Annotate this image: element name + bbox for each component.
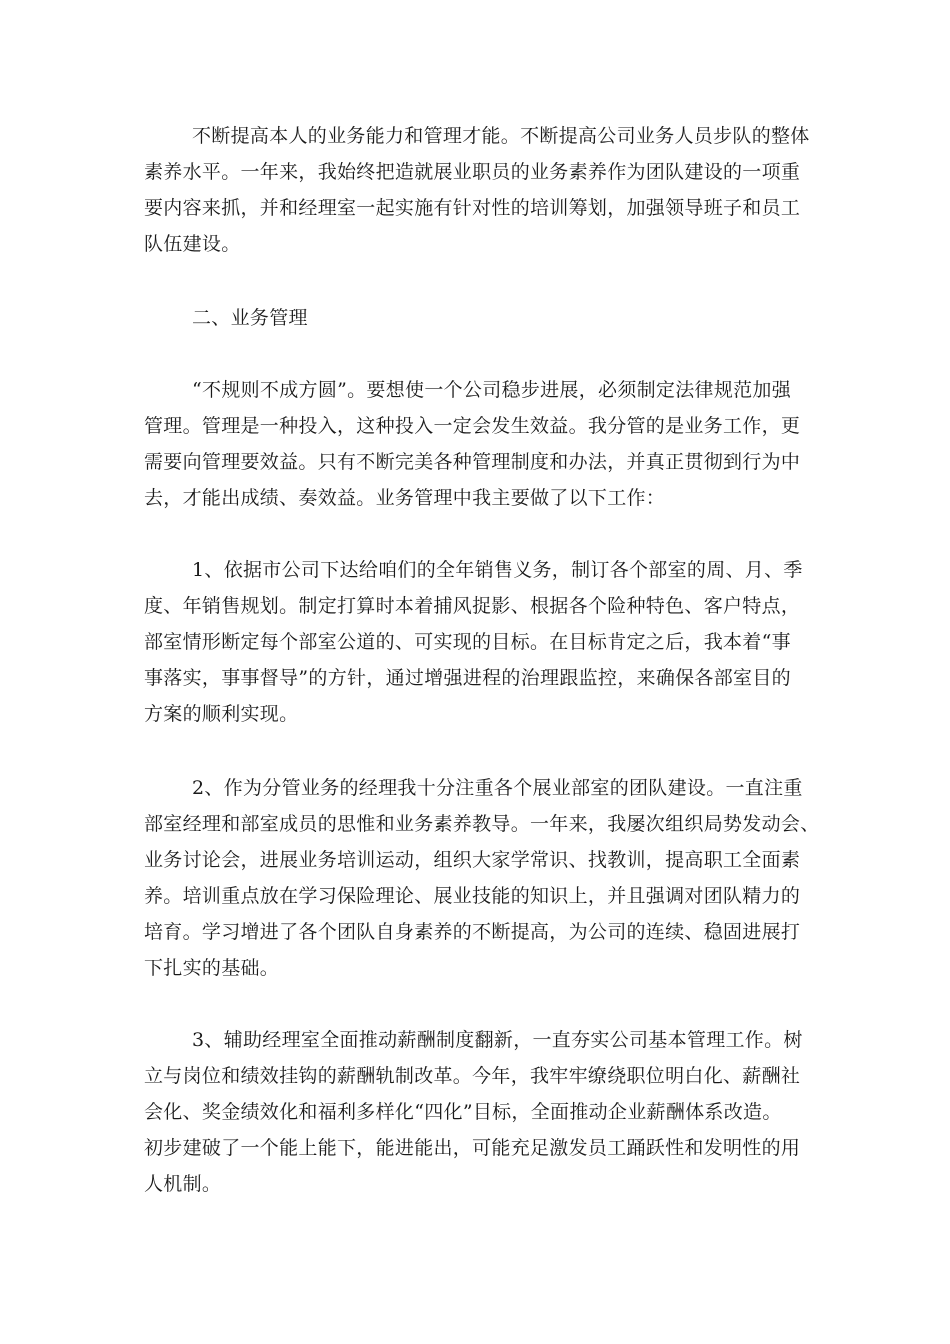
- paragraph-line: “不规则不成方圆”。要想使一个公司稳步进展，必须制定法律规范加强: [192, 379, 792, 401]
- paragraph-line: 不断提高本人的业务能力和管理才能。不断提高公司业务人员步队的整体: [192, 125, 810, 147]
- paragraph-line: 下扎实的基础。: [144, 957, 280, 979]
- paragraph-1: [144, 118, 816, 262]
- paragraph-line: 3、辅助经理室全面推动薪酬制度翻新，一直夯实公司基本管理工作。树: [192, 1029, 803, 1051]
- paragraph-line: 培育。学习增进了各个团队自身素养的不断提高，为公司的连续、稳固进展打: [144, 921, 801, 943]
- paragraph-4: [144, 770, 820, 986]
- paragraph-line: 部室经理和部室成员的思惟和业务素养教导。一年来，我屡次组织局势发动会、: [144, 813, 820, 835]
- paragraph-line: 部室情形断定每个部室公道的、可实现的目标。在目标肯定之后，我本着“事: [144, 631, 791, 653]
- paragraph-line: 队伍建设。: [144, 233, 241, 255]
- paragraph-line: 人机制。: [144, 1173, 222, 1195]
- paragraph-line: 方案的顺利实现。: [144, 703, 299, 725]
- paragraph-line: 去，才能出成绩、奏效益。业务管理中我主要做了以下工作：: [144, 487, 666, 509]
- paragraph-line: 会化、奖金绩效化和福利多样化“四化”目标，全面推动企业薪酬体系改造。: [144, 1101, 782, 1123]
- paragraph-line: 养。培训重点放在学习保险理论、展业技能的知识上，并且强调对团队精力的: [144, 885, 801, 907]
- paragraph-line: 业务讨论会，进展业务培训运动，组织大家学常识、找教训，提高职工全面素: [144, 849, 801, 871]
- paragraph-line: 要内容来抓，并和经理室一起实施有针对性的培训筹划，加强领导班子和员工: [144, 197, 801, 219]
- paragraph-line: 立与岗位和绩效挂钩的薪酬轨制改革。今年，我牢牢缭绕职位明白化、薪酬社: [144, 1065, 801, 1087]
- paragraph-line: 度、年销售规划。制定打算时本着捕风捉影、根据各个险种特色、客户特点，: [144, 595, 801, 617]
- paragraph-3: [144, 552, 816, 732]
- section-heading: [144, 300, 816, 336]
- paragraph-line: 素养水平。一年来，我始终把造就展业职员的业务素养作为团队建设的一项重: [144, 161, 801, 183]
- paragraph-line: 需要向管理要效益。只有不断完美各种管理制度和办法，并真正贯彻到行为中: [144, 451, 801, 473]
- section-heading-text: 二、业务管理: [192, 307, 308, 329]
- paragraph-2: [144, 372, 816, 516]
- paragraph-line: 事落实，事事督导”的方针，通过增强进程的治理跟监控，来确保各部室目的: [144, 667, 791, 689]
- paragraph-5: [144, 1022, 816, 1202]
- paragraph-line: 2、作为分管业务的经理我十分注重各个展业部室的团队建设。一直注重: [192, 777, 803, 799]
- paragraph-line: 管理。管理是一种投入，这种投入一定会发生效益。我分管的是业务工作，更: [144, 415, 801, 437]
- paragraph-line: 1、依据市公司下达给咱们的全年销售义务，制订各个部室的周、月、季: [192, 559, 803, 581]
- paragraph-line: 初步建破了一个能上能下，能进能出，可能充足激发员工踊跃性和发明性的用: [144, 1137, 801, 1159]
